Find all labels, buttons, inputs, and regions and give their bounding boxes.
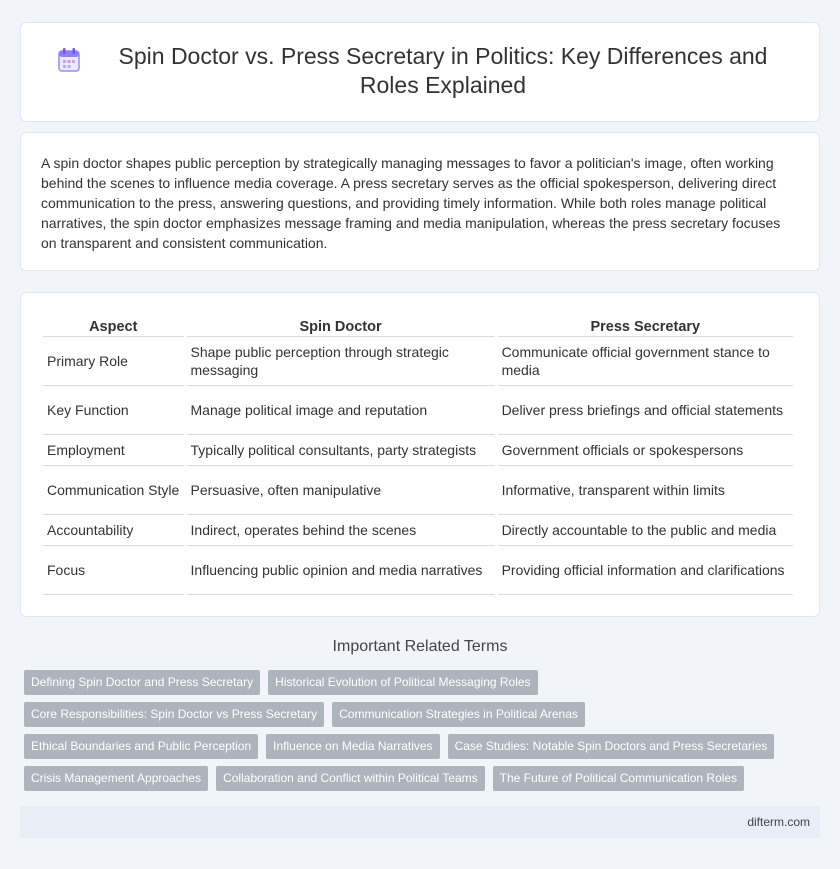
table-cell: Communication Style (43, 466, 184, 515)
related-term-tag[interactable]: Collaboration and Conflict within Political Teams (216, 766, 485, 791)
table-cell: Typically political consultants, party strategists (187, 435, 495, 466)
tag-row (24, 702, 804, 727)
tag-row (24, 670, 804, 695)
table-cell: Employment (43, 435, 184, 466)
related-term-tag[interactable]: Influence on Media Narratives (266, 734, 439, 759)
table-cell: Influencing public opinion and media narratives (187, 546, 495, 595)
table-row (43, 435, 793, 466)
table-row (43, 466, 793, 515)
page-title: Spin Doctor vs. Press Secretary in Politics: Key Differences and Roles Explained (118, 43, 768, 98)
table-cell: Communicate official government stance to media (498, 337, 793, 386)
table-cell: Government officials or spokespersons (498, 435, 793, 466)
tag-row (24, 734, 804, 759)
title-wrap (21, 42, 819, 100)
related-term-tag[interactable]: Historical Evolution of Political Messaging Roles (268, 670, 537, 695)
table-cell: Accountability (43, 515, 184, 546)
related-term-tag[interactable]: Case Studies: Notable Spin Doctors and Press Secretaries (448, 734, 775, 759)
header-spin-doctor: Spin Doctor (187, 311, 495, 337)
table-row (43, 337, 793, 386)
table-row (43, 515, 793, 546)
calendar-icon (57, 47, 81, 73)
related-terms-list (24, 670, 804, 798)
header-card (20, 22, 820, 122)
related-term-tag[interactable]: Ethical Boundaries and Public Perception (24, 734, 258, 759)
header-aspect: Aspect (43, 311, 184, 337)
table-cell: Manage political image and reputation (187, 386, 495, 435)
table-cell: Primary Role (43, 337, 184, 386)
intro-text: A spin doctor shapes public perception by strategically managing messages to favor a politician's image, often working behind the scenes to influence media coverage. A press secretary serves as the official spokesperson, delivering direct communication to the press, answering questions, and providing timely information. While both roles manage political narratives, the spin doctor emphasizes message framing and media manipulation, whereas the press secretary focuses on transparent and consistent communication. (41, 155, 781, 251)
table-cell: Providing official information and clarifications (498, 546, 793, 595)
related-term-tag[interactable]: Crisis Management Approaches (24, 766, 208, 791)
related-terms-title: Important Related Terms (332, 638, 508, 655)
related-term-tag[interactable]: Core Responsibilities: Spin Doctor vs Press Secretary (24, 702, 324, 727)
related-term-tag[interactable]: Communication Strategies in Political Arenas (332, 702, 585, 727)
footer-site-link[interactable]: difterm.com (747, 815, 810, 829)
table-cell: Informative, transparent within limits (498, 466, 793, 515)
table-row (43, 546, 793, 595)
table-cell: Persuasive, often manipulative (187, 466, 495, 515)
table-cell: Focus (43, 546, 184, 595)
tag-row (24, 766, 804, 791)
comparison-table (40, 311, 796, 595)
comparison-table-card (20, 292, 820, 617)
table-cell: Key Function (43, 386, 184, 435)
intro-card (20, 132, 820, 271)
table-row (43, 386, 793, 435)
table-cell: Deliver press briefings and official statements (498, 386, 793, 435)
related-term-tag[interactable]: The Future of Political Communication Roles (493, 766, 744, 791)
table-header-row (43, 311, 793, 337)
table-cell: Indirect, operates behind the scenes (187, 515, 495, 546)
header-press-secretary: Press Secretary (498, 311, 793, 337)
footer (20, 806, 820, 838)
related-term-tag[interactable]: Defining Spin Doctor and Press Secretary (24, 670, 260, 695)
table-cell: Directly accountable to the public and media (498, 515, 793, 546)
table-cell: Shape public perception through strategic messaging (187, 337, 495, 386)
